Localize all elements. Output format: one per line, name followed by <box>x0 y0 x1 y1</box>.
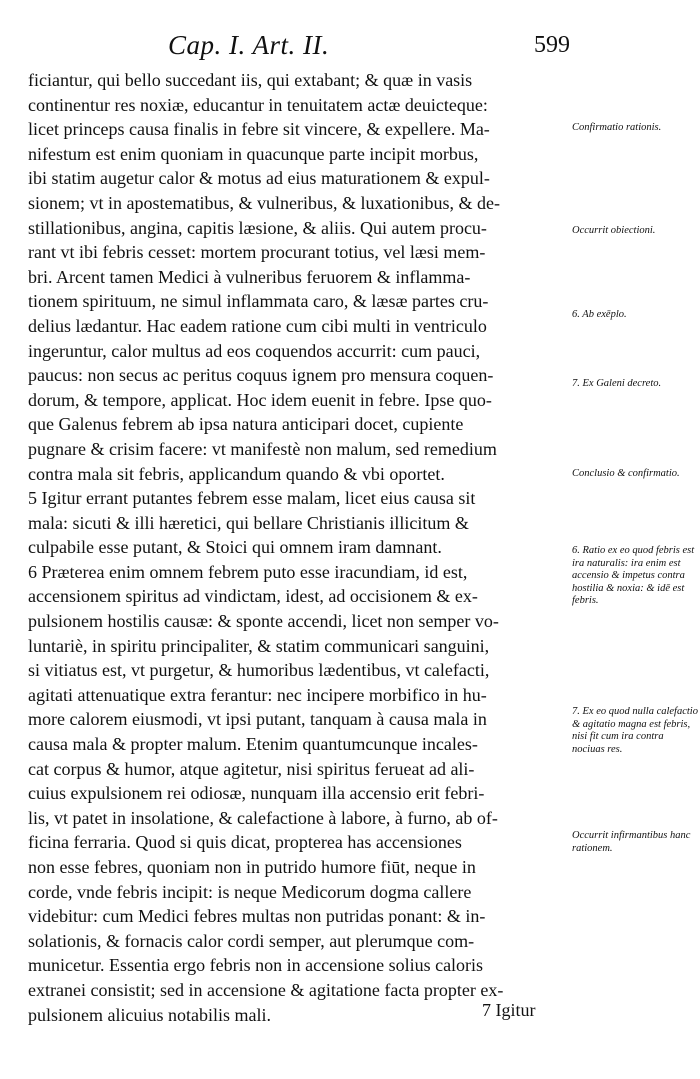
text-line: culpabile esse putant, & Stoici qui omnem iram damnant. <box>28 537 442 558</box>
text-line: ingeruntur, calor multus ad eos coquendos accurrit: cum pauci, <box>28 340 481 361</box>
text-line: agitati attenuatique extra ferantur: nec incipere morbifico in hu- <box>28 684 487 705</box>
text-line: si vitiatus est, vt purgetur, & humoribus lædentibus, vt calefacti, <box>28 660 490 681</box>
text-line: cat corpus & humor, atque agitetur, nisi spiritus ferueat ad ali- <box>28 758 475 779</box>
page-number: 599 <box>534 32 570 58</box>
text-line: rant vt ibi febris cesset: mortem procurant totius, vel læsi mem- <box>28 242 486 263</box>
margin-note: 7. Ex Galeni decreto. <box>572 378 662 389</box>
text-line: bri. Arcent tamen Medici à vulneribus feruorem & inflamma- <box>28 266 471 287</box>
text-line: ficina ferraria. Quod si quis dicat, propterea has accensiones <box>28 832 462 853</box>
text-line: 6 Præterea enim omnem febrem puto esse iracundiam, id est, <box>28 561 468 582</box>
margin-note: Confirmatio rationis. <box>572 122 662 133</box>
text-line: mala: sicuti & illi hæretici, qui bellare Christianis illicitum & <box>28 512 469 533</box>
text-line: pugnare & crisim facere: vt manifestè non malum, sed remedium <box>28 438 497 459</box>
running-header <box>0 30 700 70</box>
margin-note: 7. Ex eo quod nulla calefactio & agitatio magna est febris, nisi fit cum ira contra nociuas res. <box>572 706 698 755</box>
text-line: que Galenus febrem ab ipsa natura anticipari docet, cupiente <box>28 414 464 435</box>
margin-note: Conclusio & confirmatio. <box>572 468 680 479</box>
text-line: causa mala & propter malum. Etenim quantumcunque incales- <box>28 734 478 755</box>
text-line: accensionem spiritus ad vindictam, idest, ad occisionem & ex- <box>28 586 478 607</box>
text-line: dorum, & tempore, applicat. Hoc idem euenit in febre. Ipse quo- <box>28 389 492 410</box>
text-line: delius lædantur. Hac eadem ratione cum cibi multi in ventriculo <box>28 315 487 336</box>
text-line: videbitur: cum Medici febres multas non putridas ponant: & in- <box>28 906 486 927</box>
text-line: pulsionem alicuius notabilis mali. <box>28 1004 271 1025</box>
catchword: 7 Igitur <box>482 1000 536 1020</box>
text-line: tionem spirituum, ne simul inflammata caro, & læsæ partes cru- <box>28 291 489 312</box>
text-line: extranei consistit; sed in accensione & agitatione facta propter ex- <box>28 979 504 1000</box>
text-line: nifestum est enim quoniam in quacunque parte incipit morbus, <box>28 143 479 164</box>
margin-note: Occurrit obiectioni. <box>572 225 656 236</box>
text-line: corde, vnde febris incipit: is neque Medicorum dogma callere <box>28 881 472 902</box>
text-line: municetur. Essentia ergo febris non in accensione solius caloris <box>28 955 484 976</box>
text-line: cuius expulsionem rei odiosæ, nunquam illa accensio erit febri- <box>28 783 485 804</box>
text-line: licet princeps causa finalis in febre sit vincere, & expellere. Ma- <box>28 119 490 140</box>
main-text-block <box>28 68 576 1027</box>
text-line: stillationibus, angina, capitis læsione, & aliis. Qui autem procu- <box>28 217 487 238</box>
text-line: continentur res noxiæ, educantur in tenuitatem actæ deuicteque: <box>28 94 488 115</box>
text-line: more calorem eiusmodi, vt ipsi putant, tanquam à causa mala in <box>28 709 487 730</box>
text-line: sionem; vt in apostematibus, & vulneribus, & luxationibus, & de- <box>28 192 500 213</box>
text-line: paucus: non secus ac peritus coquus ignem pro mensura coquen- <box>28 365 494 386</box>
margin-note: 6. Ratio ex eo quod febris est ira naturalis: ira enim est accensio & impetus contra hostilia & noxia: & idē est febris. <box>572 545 695 607</box>
text-line: pulsionem hostilis causæ: & sponte accendi, licet non semper vo- <box>28 611 499 632</box>
chapter-article-title: Cap. I. Art. II. <box>168 30 330 60</box>
text-line: solationis, & fornacis calor cordi semper, aut plerumque com- <box>28 930 475 951</box>
text-line: ibi statim augetur calor & motus ad eius maturationem & expul- <box>28 168 490 189</box>
text-line: non esse febres, quoniam non in putrido humore fiūt, neque in <box>28 857 476 877</box>
text-line: 5 Igitur errant putantes febrem esse malam, licet eius causa sit <box>28 488 476 509</box>
margin-note: Occurrit infirmantibus hanc rationem. <box>572 830 691 854</box>
text-line: luntariè, in spiritu principaliter, & statim communicari sanguini, <box>28 635 490 656</box>
text-line: ficiantur, qui bello succedant iis, qui extabant; & quæ in vasis <box>28 70 473 90</box>
text-line: lis, vt patet in insolatione, & calefactione à labore, à furno, ab of- <box>28 807 498 828</box>
margin-note: 6. Ab exēplo. <box>572 309 627 320</box>
text-line: contra mala sit febris, applicandum quando & vbi oportet. <box>28 463 445 484</box>
